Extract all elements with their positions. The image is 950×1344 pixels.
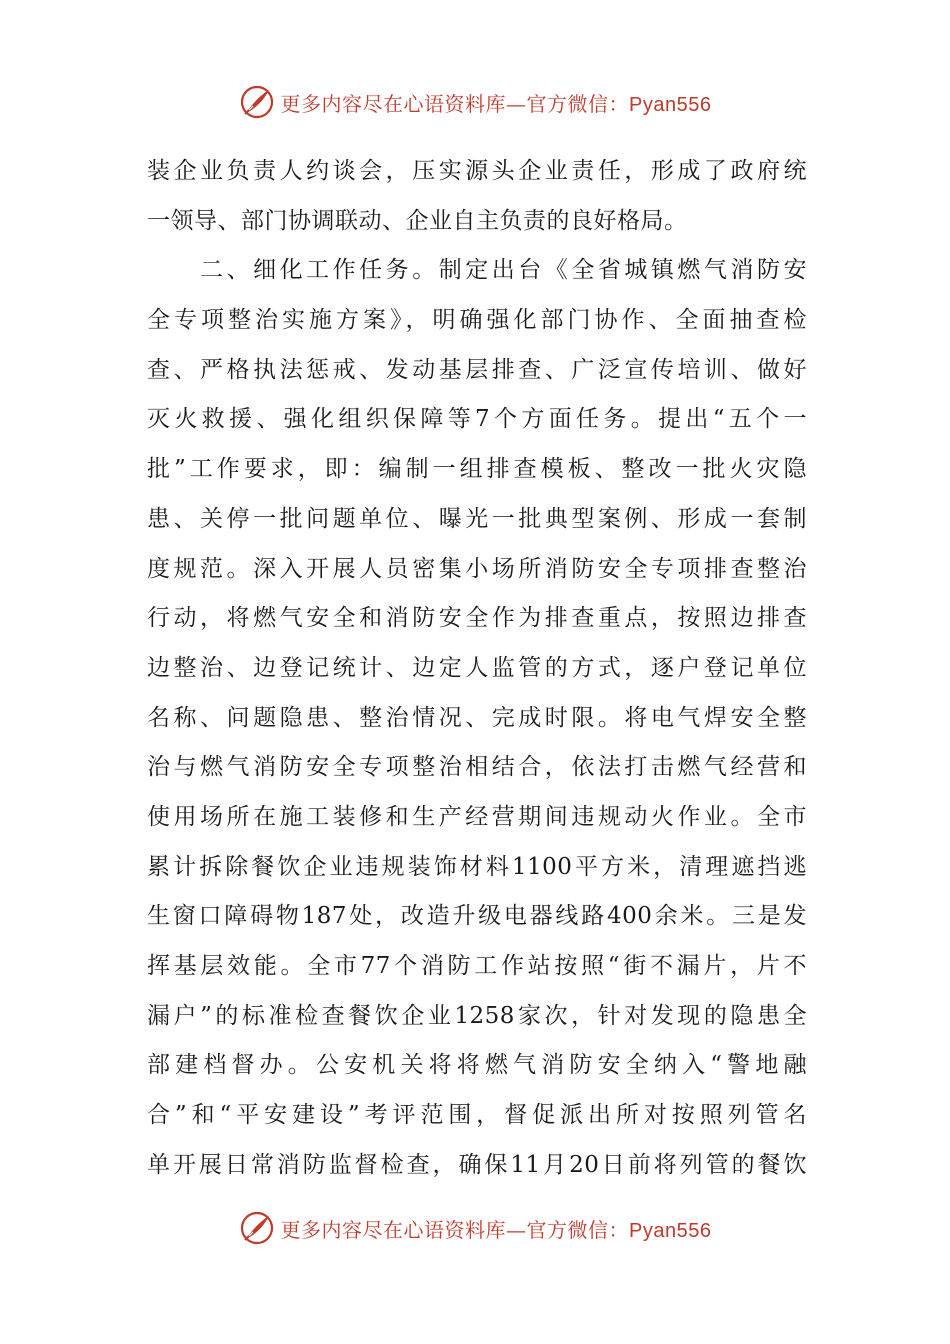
text-line: 患、关停一批问题单位、曝光一批典型案例、形成一套制	[147, 505, 807, 532]
text-line: 累计拆除餐饮企业违规装饰材料1100平方米，清理遮挡逃	[147, 853, 807, 880]
text-line: 合”和“平安建设”考评范围，督促派出所对按照列管名	[147, 1102, 807, 1129]
footer-banner-text: 更多内容尽在心语资料库—官方微信：Pyan556	[280, 1217, 712, 1242]
text-line: 二、细化工作任务。制定出台《全省城镇燃气消防安	[147, 257, 807, 284]
document-body	[147, 147, 807, 1190]
text-line: 使用场所在施工装修和生产经营期间违规动火作业。全市	[147, 803, 807, 830]
text-line: 装企业负责人约谈会，压实源头企业责任，形成了政府统	[147, 158, 807, 184]
text-line: 生窗口障碍物187处，改造升级电器线路400余米。三是发	[147, 903, 807, 930]
text-line: 查、严格执法惩戒、发动基层排查、广泛宣传培训、做好	[147, 356, 807, 383]
text-line: 批”工作要求，即：编制一组排查模板、整改一批火灾隐	[147, 456, 807, 483]
text-line: 全专项整治实施方案》，明确强化部门协作、全面抽查检	[147, 307, 807, 334]
text-line: 单开展日常消防监督检查，确保11月20日前将列管的餐饮	[147, 1151, 807, 1178]
text-line: 边整治、边登记统计、边定人监管的方式，逐户登记单位	[147, 654, 807, 681]
text-line: 度规范。深入开展人员密集小场所消防安全专项排查整治	[147, 555, 807, 582]
header-banner	[0, 82, 950, 122]
text-line: 挥基层效能。全市77个消防工作站按照“街不漏片，片不	[147, 953, 807, 979]
text-line: 治与燃气消防安全专项整治相结合，依法打击燃气经营和	[147, 754, 807, 781]
header-banner-handle: Pyan556	[629, 93, 712, 116]
quill-logo-icon	[239, 1210, 275, 1246]
text-line: 名称、问题隐患、整治情况、完成时限。将电气焊安全整	[147, 704, 807, 731]
footer-banner-handle: Pyan556	[629, 1219, 712, 1242]
text-line: 灭火救援、强化组织保障等7个方面任务。提出“五个一	[147, 406, 807, 433]
footer-banner	[0, 1208, 950, 1248]
quill-logo-icon	[239, 84, 275, 120]
text-line: 漏户”的标准检查餐饮企业1258家次，针对发现的隐患全	[147, 1002, 807, 1029]
header-banner-text: 更多内容尽在心语资料库—官方微信：Pyan556	[280, 91, 712, 116]
text-line: 一领导、部门协调联动、企业自主负责的良好格局。	[147, 207, 688, 234]
text-line: 行动，将燃气安全和消防安全作为排查重点，按照边排查	[147, 605, 807, 632]
text-line: 部建档督办。公安机关将将燃气消防安全纳入“警地融	[147, 1052, 807, 1079]
